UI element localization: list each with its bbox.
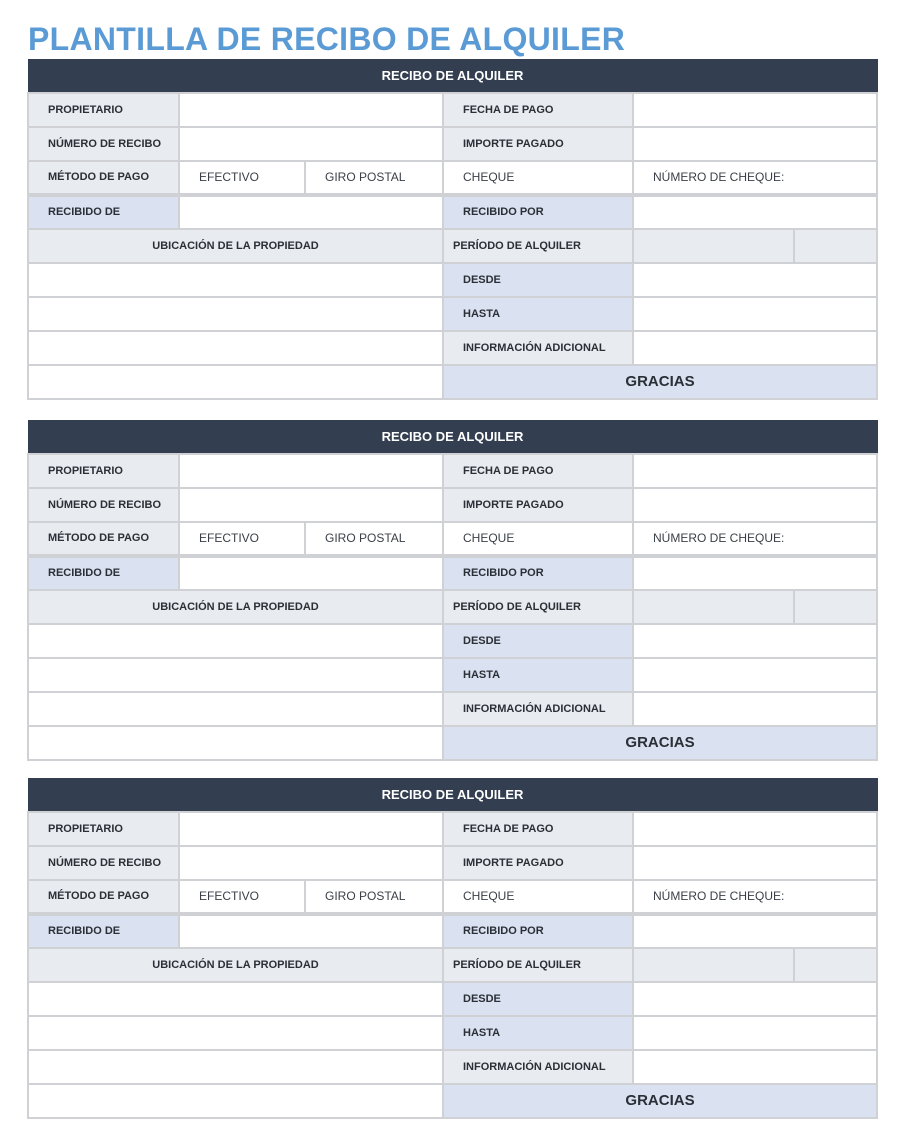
row-from bbox=[28, 624, 877, 658]
property-location-line-4[interactable] bbox=[28, 726, 443, 760]
receipt-number-field[interactable] bbox=[179, 846, 443, 880]
amount-paid-field[interactable] bbox=[633, 127, 877, 161]
row-received bbox=[28, 556, 877, 590]
row-location-period bbox=[28, 229, 877, 263]
payment-option-money-order[interactable]: GIRO POSTAL bbox=[305, 880, 443, 914]
rent-receipt-2 bbox=[27, 420, 876, 761]
rental-period-field-b[interactable] bbox=[794, 590, 877, 624]
row-from bbox=[28, 982, 877, 1016]
payment-date-label: FECHA DE PAGO bbox=[443, 812, 633, 846]
rental-period-field-a[interactable] bbox=[633, 948, 794, 982]
receipt-table bbox=[27, 59, 878, 400]
receipt-header-row bbox=[28, 779, 877, 812]
row-payment-method bbox=[28, 161, 877, 195]
property-location-line-2[interactable] bbox=[28, 1016, 443, 1050]
thanks-banner: GRACIAS bbox=[443, 365, 877, 399]
received-by-field[interactable] bbox=[633, 195, 877, 229]
payment-option-check[interactable]: CHEQUE bbox=[443, 880, 633, 914]
thanks-banner: GRACIAS bbox=[443, 1084, 877, 1118]
receipt-header: RECIBO DE ALQUILER bbox=[28, 421, 877, 454]
payment-method-label: MÉTODO DE PAGO bbox=[28, 161, 179, 195]
row-additional-info bbox=[28, 1050, 877, 1084]
receipt-number-label: NÚMERO DE RECIBO bbox=[28, 488, 179, 522]
rental-period-label: PERÍODO DE ALQUILER bbox=[443, 948, 633, 982]
property-location-line-2[interactable] bbox=[28, 658, 443, 692]
receipt-number-label: NÚMERO DE RECIBO bbox=[28, 846, 179, 880]
row-payment-method bbox=[28, 522, 877, 556]
payment-option-cash[interactable]: EFECTIVO bbox=[179, 522, 305, 556]
received-by-field[interactable] bbox=[633, 556, 877, 590]
row-additional-info bbox=[28, 692, 877, 726]
amount-paid-label: IMPORTE PAGADO bbox=[443, 846, 633, 880]
check-number-field[interactable]: NÚMERO DE CHEQUE: bbox=[633, 880, 877, 914]
received-from-label: RECIBIDO DE bbox=[28, 556, 179, 590]
payment-date-field[interactable] bbox=[633, 812, 877, 846]
row-thanks bbox=[28, 1084, 877, 1118]
rental-period-label: PERÍODO DE ALQUILER bbox=[443, 229, 633, 263]
to-label: HASTA bbox=[443, 297, 633, 331]
property-location-label: UBICACIÓN DE LA PROPIEDAD bbox=[28, 948, 443, 982]
row-payment-method bbox=[28, 880, 877, 914]
owner-label: PROPIETARIO bbox=[28, 93, 179, 127]
additional-info-label: INFORMACIÓN ADICIONAL bbox=[443, 692, 633, 726]
payment-date-label: FECHA DE PAGO bbox=[443, 454, 633, 488]
to-label: HASTA bbox=[443, 658, 633, 692]
receipt-table bbox=[27, 420, 878, 761]
rental-period-label: PERÍODO DE ALQUILER bbox=[443, 590, 633, 624]
payment-date-field[interactable] bbox=[633, 454, 877, 488]
from-date-field[interactable] bbox=[633, 263, 877, 297]
row-receipt-number bbox=[28, 488, 877, 522]
rent-receipt-3 bbox=[27, 778, 876, 1119]
additional-info-field[interactable] bbox=[633, 1050, 877, 1084]
payment-option-cash[interactable]: EFECTIVO bbox=[179, 880, 305, 914]
from-date-field[interactable] bbox=[633, 624, 877, 658]
row-owner bbox=[28, 93, 877, 127]
payment-date-field[interactable] bbox=[633, 93, 877, 127]
receipt-table bbox=[27, 778, 878, 1119]
property-location-label: UBICACIÓN DE LA PROPIEDAD bbox=[28, 590, 443, 624]
row-to bbox=[28, 658, 877, 692]
received-by-field[interactable] bbox=[633, 914, 877, 948]
rent-receipt-1 bbox=[27, 59, 876, 400]
row-owner bbox=[28, 812, 877, 846]
additional-info-field[interactable] bbox=[633, 331, 877, 365]
row-owner bbox=[28, 454, 877, 488]
to-label: HASTA bbox=[443, 1016, 633, 1050]
received-by-label: RECIBIDO POR bbox=[443, 556, 633, 590]
property-location-line-1[interactable] bbox=[28, 624, 443, 658]
rental-period-field-a[interactable] bbox=[633, 590, 794, 624]
amount-paid-label: IMPORTE PAGADO bbox=[443, 488, 633, 522]
row-thanks bbox=[28, 726, 877, 760]
to-date-field[interactable] bbox=[633, 1016, 877, 1050]
from-label: DESDE bbox=[443, 982, 633, 1016]
rental-period-field-b[interactable] bbox=[794, 229, 877, 263]
row-location-period bbox=[28, 948, 877, 982]
amount-paid-field[interactable] bbox=[633, 846, 877, 880]
property-location-line-4[interactable] bbox=[28, 365, 443, 399]
additional-info-label: INFORMACIÓN ADICIONAL bbox=[443, 331, 633, 365]
row-to bbox=[28, 1016, 877, 1050]
row-to bbox=[28, 297, 877, 331]
rental-period-field-b[interactable] bbox=[794, 948, 877, 982]
owner-field[interactable] bbox=[179, 454, 443, 488]
received-by-label: RECIBIDO POR bbox=[443, 195, 633, 229]
received-from-label: RECIBIDO DE bbox=[28, 195, 179, 229]
owner-field[interactable] bbox=[179, 93, 443, 127]
payment-option-money-order[interactable]: GIRO POSTAL bbox=[305, 522, 443, 556]
row-thanks bbox=[28, 365, 877, 399]
property-location-line-3[interactable] bbox=[28, 692, 443, 726]
row-additional-info bbox=[28, 331, 877, 365]
received-from-label: RECIBIDO DE bbox=[28, 914, 179, 948]
from-label: DESDE bbox=[443, 263, 633, 297]
receipt-header-row bbox=[28, 421, 877, 454]
rental-period-field-a[interactable] bbox=[633, 229, 794, 263]
to-date-field[interactable] bbox=[633, 297, 877, 331]
from-date-field[interactable] bbox=[633, 982, 877, 1016]
check-number-field[interactable]: NÚMERO DE CHEQUE: bbox=[633, 161, 877, 195]
receipt-header: RECIBO DE ALQUILER bbox=[28, 60, 877, 93]
row-received bbox=[28, 195, 877, 229]
row-received bbox=[28, 914, 877, 948]
thanks-banner: GRACIAS bbox=[443, 726, 877, 760]
received-from-field[interactable] bbox=[179, 556, 443, 590]
receipt-number-field[interactable] bbox=[179, 488, 443, 522]
payment-method-label: MÉTODO DE PAGO bbox=[28, 880, 179, 914]
property-location-line-4[interactable] bbox=[28, 1084, 443, 1118]
additional-info-label: INFORMACIÓN ADICIONAL bbox=[443, 1050, 633, 1084]
payment-date-label: FECHA DE PAGO bbox=[443, 93, 633, 127]
payment-option-money-order[interactable]: GIRO POSTAL bbox=[305, 161, 443, 195]
property-location-line-1[interactable] bbox=[28, 982, 443, 1016]
property-location-line-3[interactable] bbox=[28, 331, 443, 365]
amount-paid-label: IMPORTE PAGADO bbox=[443, 127, 633, 161]
property-location-label: UBICACIÓN DE LA PROPIEDAD bbox=[28, 229, 443, 263]
received-by-label: RECIBIDO POR bbox=[443, 914, 633, 948]
row-receipt-number bbox=[28, 846, 877, 880]
received-from-field[interactable] bbox=[179, 195, 443, 229]
receipt-header-row bbox=[28, 60, 877, 93]
row-location-period bbox=[28, 590, 877, 624]
received-from-field[interactable] bbox=[179, 914, 443, 948]
row-from bbox=[28, 263, 877, 297]
property-location-line-1[interactable] bbox=[28, 263, 443, 297]
receipt-number-label: NÚMERO DE RECIBO bbox=[28, 127, 179, 161]
payment-option-check[interactable]: CHEQUE bbox=[443, 161, 633, 195]
additional-info-field[interactable] bbox=[633, 692, 877, 726]
owner-label: PROPIETARIO bbox=[28, 812, 179, 846]
check-number-field[interactable]: NÚMERO DE CHEQUE: bbox=[633, 522, 877, 556]
receipt-number-field[interactable] bbox=[179, 127, 443, 161]
owner-label: PROPIETARIO bbox=[28, 454, 179, 488]
document-title: PLANTILLA DE RECIBO DE ALQUILER bbox=[28, 21, 626, 57]
payment-method-label: MÉTODO DE PAGO bbox=[28, 522, 179, 556]
from-label: DESDE bbox=[443, 624, 633, 658]
row-receipt-number bbox=[28, 127, 877, 161]
payment-option-cash[interactable]: EFECTIVO bbox=[179, 161, 305, 195]
property-location-line-2[interactable] bbox=[28, 297, 443, 331]
owner-field[interactable] bbox=[179, 812, 443, 846]
property-location-line-3[interactable] bbox=[28, 1050, 443, 1084]
receipt-header: RECIBO DE ALQUILER bbox=[28, 779, 877, 812]
to-date-field[interactable] bbox=[633, 658, 877, 692]
amount-paid-field[interactable] bbox=[633, 488, 877, 522]
payment-option-check[interactable]: CHEQUE bbox=[443, 522, 633, 556]
